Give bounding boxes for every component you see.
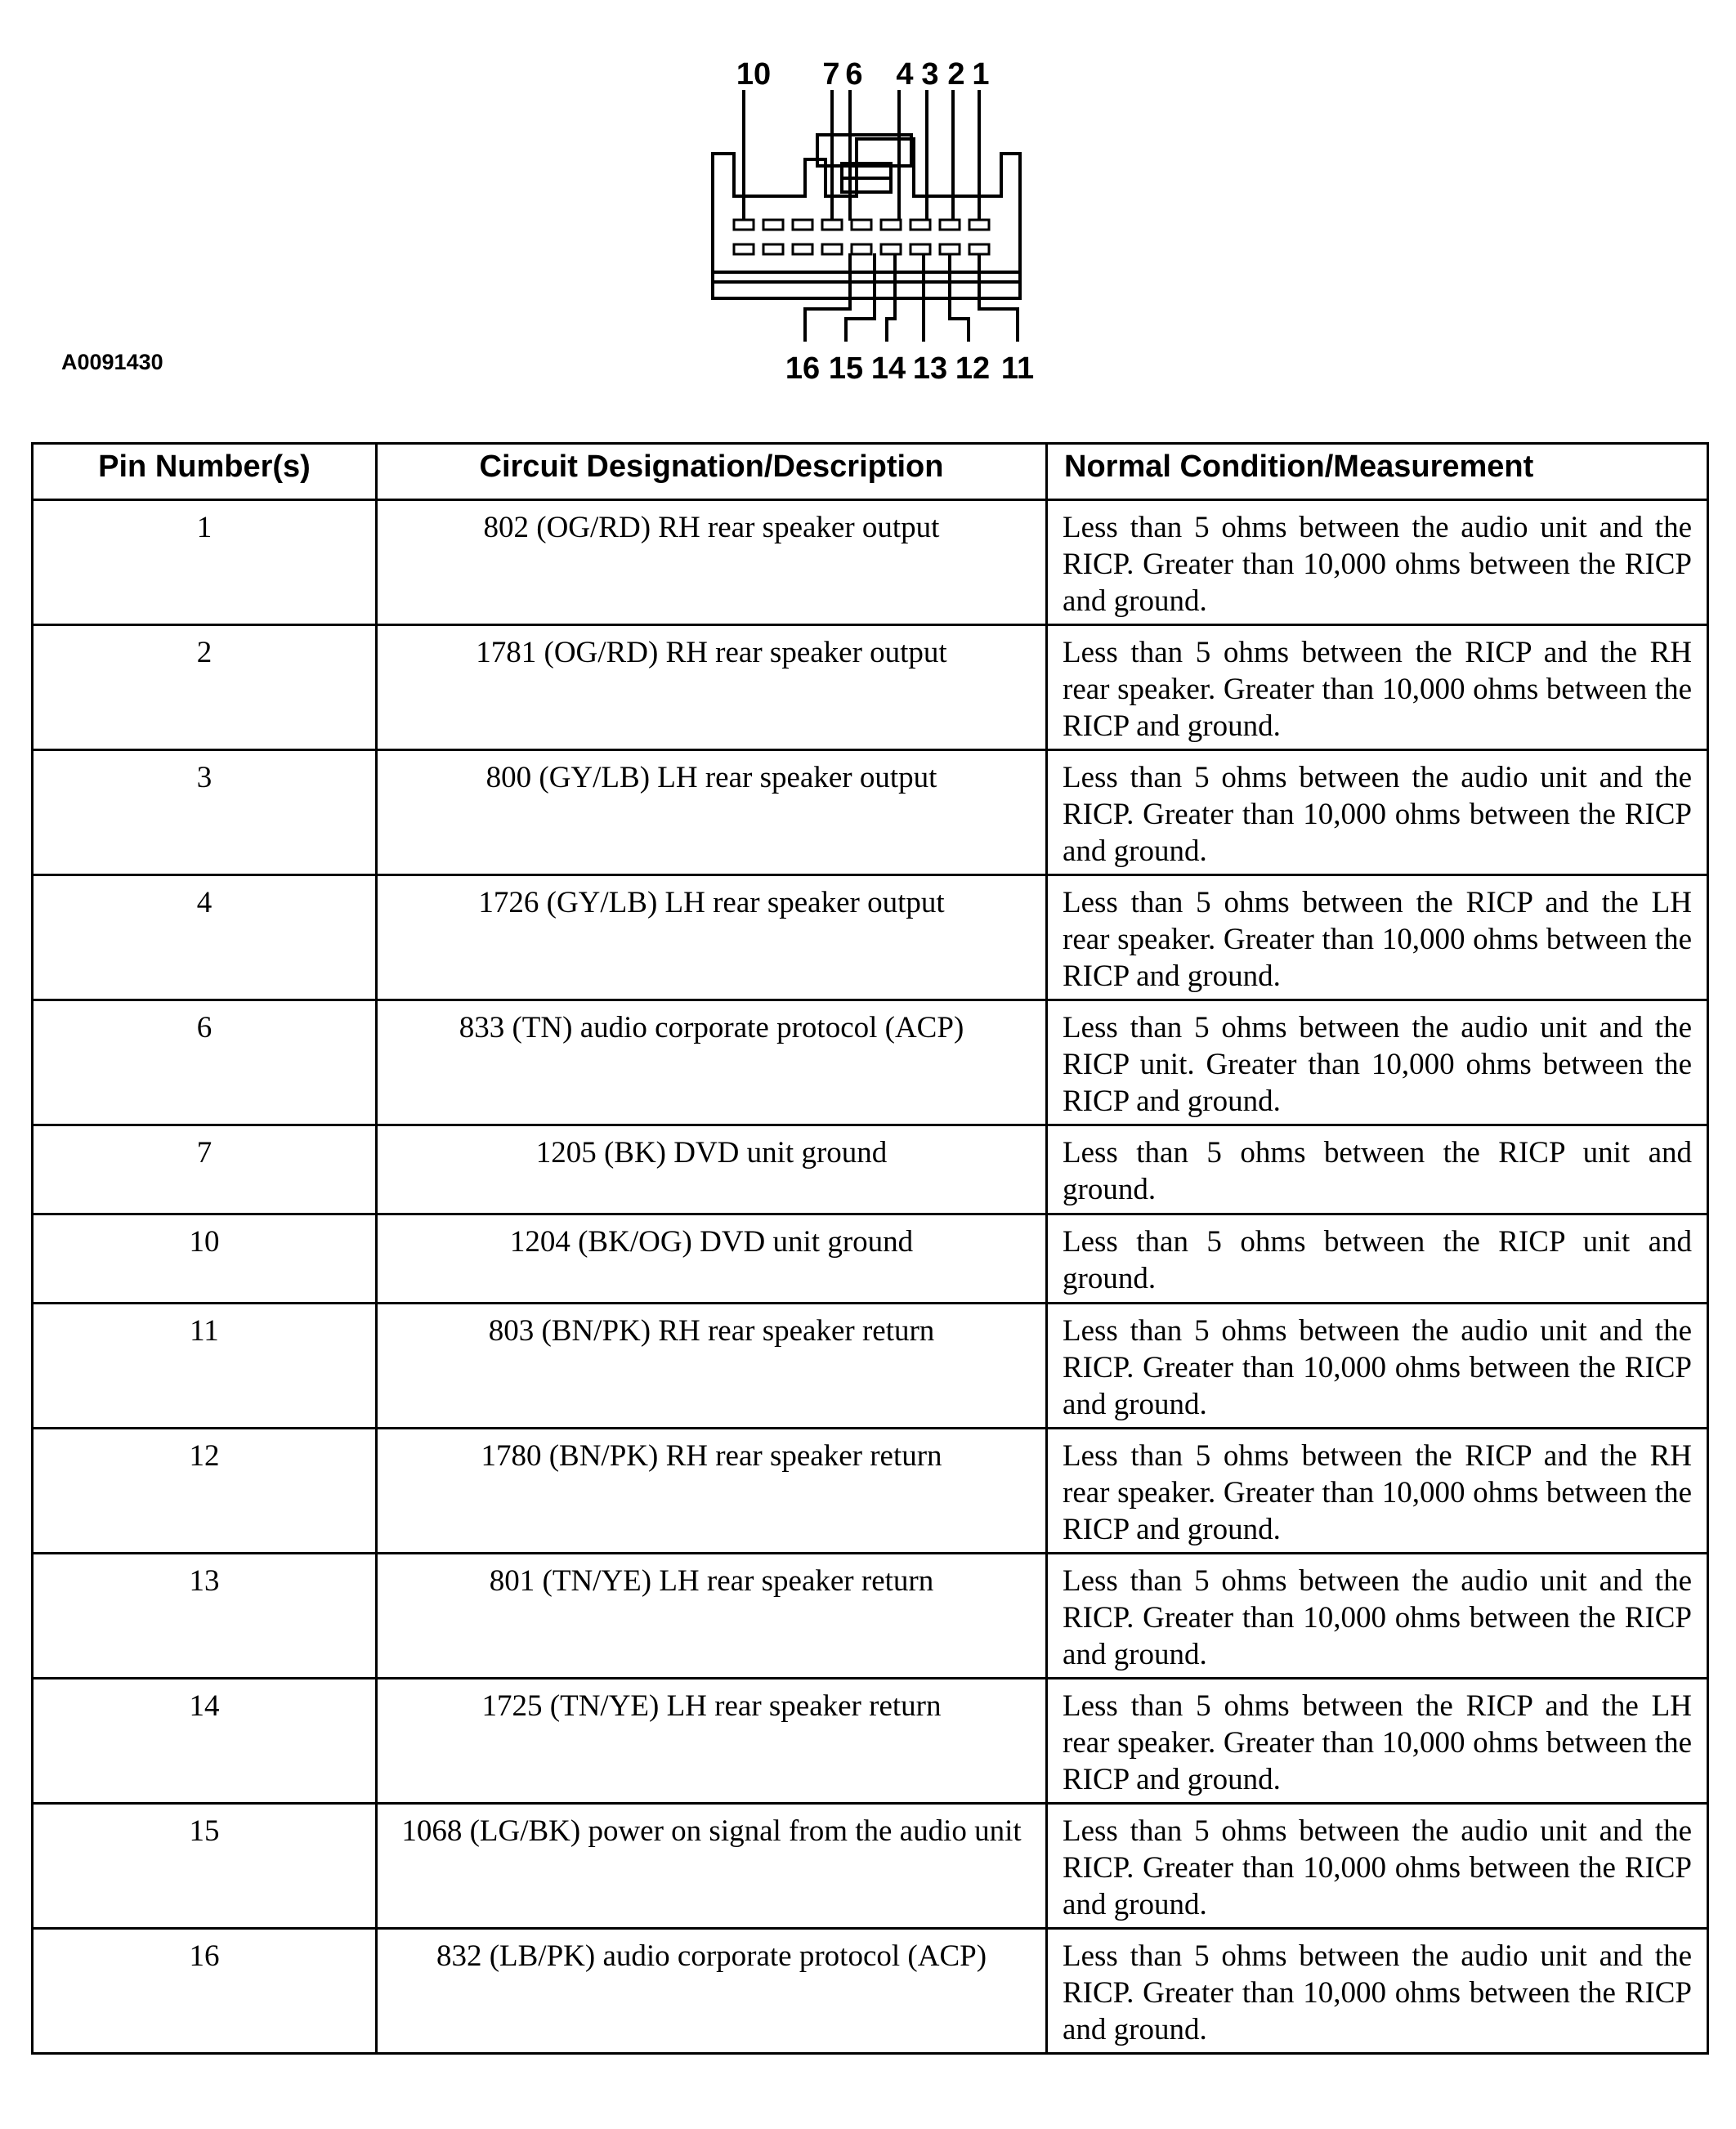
measurement-cell: Less than 5 ohms between the RICP and the RH rear speaker. Greater than 10,000 ohms between the RICP and ground. [1047,1429,1708,1554]
pin-slot [940,244,960,254]
figure-id: A0091430 [61,350,163,374]
pin-slot [881,244,901,254]
header-circuit: Circuit Designation/Description [377,444,1047,500]
table-row [33,875,1708,1000]
measurement-cell: Less than 5 ohms between the audio unit and the RICP unit. Greater than 10,000 ohms between the RICP and ground. [1047,1000,1708,1125]
table-header-row [33,444,1708,500]
pin-slot [911,220,930,230]
pin-number-cell: 12 [33,1429,377,1554]
bottom-pin-label: 16 [785,351,821,386]
top-pin-label: 1 [972,57,990,92]
pin-number-cell: 10 [33,1214,377,1304]
circuit-cell: 833 (TN) audio corporate protocol (ACP) [377,1000,1047,1125]
pin-number-cell: 7 [33,1125,377,1214]
circuit-cell: 802 (OG/RD) RH rear speaker output [377,500,1047,625]
pin-slot [940,220,960,230]
top-pin-label: 6 [845,57,863,92]
table-row [33,1554,1708,1679]
table-row [33,1429,1708,1554]
pin-slot [763,244,783,254]
top-pin-label: 7 [822,57,840,92]
bottom-pin-label: 12 [955,351,991,386]
connector-diagram [0,0,1736,425]
table-row [33,1214,1708,1304]
pin-slot [969,220,989,230]
pin-number-cell: 13 [33,1554,377,1679]
pin-slot [734,244,754,254]
table-row [33,1304,1708,1429]
circuit-cell: 1781 (OG/RD) RH rear speaker output [377,625,1047,750]
pin-number-cell: 15 [33,1804,377,1929]
table-row [33,500,1708,625]
table-row [33,1929,1708,2054]
measurement-cell: Less than 5 ohms between the audio unit and the RICP. Greater than 10,000 ohms between the RICP and ground. [1047,1929,1708,2054]
top-pin-label: 4 [896,57,914,92]
pin-slot [734,220,754,230]
pin-number-cell: 14 [33,1679,377,1804]
pin-slot [969,244,989,254]
measurement-cell: Less than 5 ohms between the RICP and the LH rear speaker. Greater than 10,000 ohms between the RICP and ground. [1047,875,1708,1000]
measurement-cell: Less than 5 ohms between the audio unit and the RICP. Greater than 10,000 ohms between the RICP and ground. [1047,1304,1708,1429]
pin-slot [763,220,783,230]
measurement-cell: Less than 5 ohms between the RICP unit and ground. [1047,1125,1708,1214]
top-pin-label: 10 [736,57,772,92]
pin-leads [744,90,1018,342]
pin-slot [852,244,871,254]
measurement-cell: Less than 5 ohms between the RICP unit and ground. [1047,1214,1708,1304]
top-pin-label: 3 [921,57,939,92]
pin-number-cell: 1 [33,500,377,625]
table-row [33,1804,1708,1929]
table-row [33,1000,1708,1125]
pin-number-cell: 4 [33,875,377,1000]
table-row [33,1125,1708,1214]
pin-slot [793,244,812,254]
circuit-cell: 803 (BN/PK) RH rear speaker return [377,1304,1047,1429]
table-row [33,750,1708,875]
pin-number-cell: 2 [33,625,377,750]
circuit-cell: 801 (TN/YE) LH rear speaker return [377,1554,1047,1679]
pin-slot [822,220,842,230]
bottom-pin-label: 14 [870,351,906,386]
measurement-cell: Less than 5 ohms between the audio unit and the RICP. Greater than 10,000 ohms between the RICP and ground. [1047,1554,1708,1679]
circuit-cell: 1068 (LG/BK) power on signal from the audio unit [377,1804,1047,1929]
circuit-cell: 832 (LB/PK) audio corporate protocol (ACP) [377,1929,1047,2054]
bottom-pin-label: 13 [912,351,948,386]
header-measurement: Normal Condition/Measurement [1047,444,1708,500]
pin-slot [793,220,812,230]
top-pin-label: 2 [947,57,965,92]
pin-slot [822,244,842,254]
measurement-cell: Less than 5 ohms between the audio unit and the RICP. Greater than 10,000 ohms between the RICP and ground. [1047,500,1708,625]
circuit-cell: 1725 (TN/YE) LH rear speaker return [377,1679,1047,1804]
pin-table [31,442,1709,2055]
pin-slot [852,220,871,230]
pin-number-cell: 6 [33,1000,377,1125]
circuit-cell: 800 (GY/LB) LH rear speaker output [377,750,1047,875]
pin-number-cell: 11 [33,1304,377,1429]
bottom-pin-label: 15 [828,351,864,386]
pin-number-cell: 3 [33,750,377,875]
circuit-cell: 1726 (GY/LB) LH rear speaker output [377,875,1047,1000]
table-row [33,625,1708,750]
bottom-pin-label: 11 [1000,351,1035,386]
measurement-cell: Less than 5 ohms between the audio unit and the RICP. Greater than 10,000 ohms between the RICP and ground. [1047,750,1708,875]
measurement-cell: Less than 5 ohms between the RICP and the RH rear speaker. Greater than 10,000 ohms between the RICP and ground. [1047,625,1708,750]
measurement-cell: Less than 5 ohms between the audio unit and the RICP. Greater than 10,000 ohms between the RICP and ground. [1047,1804,1708,1929]
pin-number-cell: 16 [33,1929,377,2054]
pin-slot [881,220,901,230]
circuit-cell: 1205 (BK) DVD unit ground [377,1125,1047,1214]
circuit-cell: 1780 (BN/PK) RH rear speaker return [377,1429,1047,1554]
header-pin-number: Pin Number(s) [33,444,377,500]
measurement-cell: Less than 5 ohms between the RICP and the LH rear speaker. Greater than 10,000 ohms between the RICP and ground. [1047,1679,1708,1804]
pin-slots [734,220,989,254]
circuit-cell: 1204 (BK/OG) DVD unit ground [377,1214,1047,1304]
pin-slot [911,244,930,254]
table-row [33,1679,1708,1804]
